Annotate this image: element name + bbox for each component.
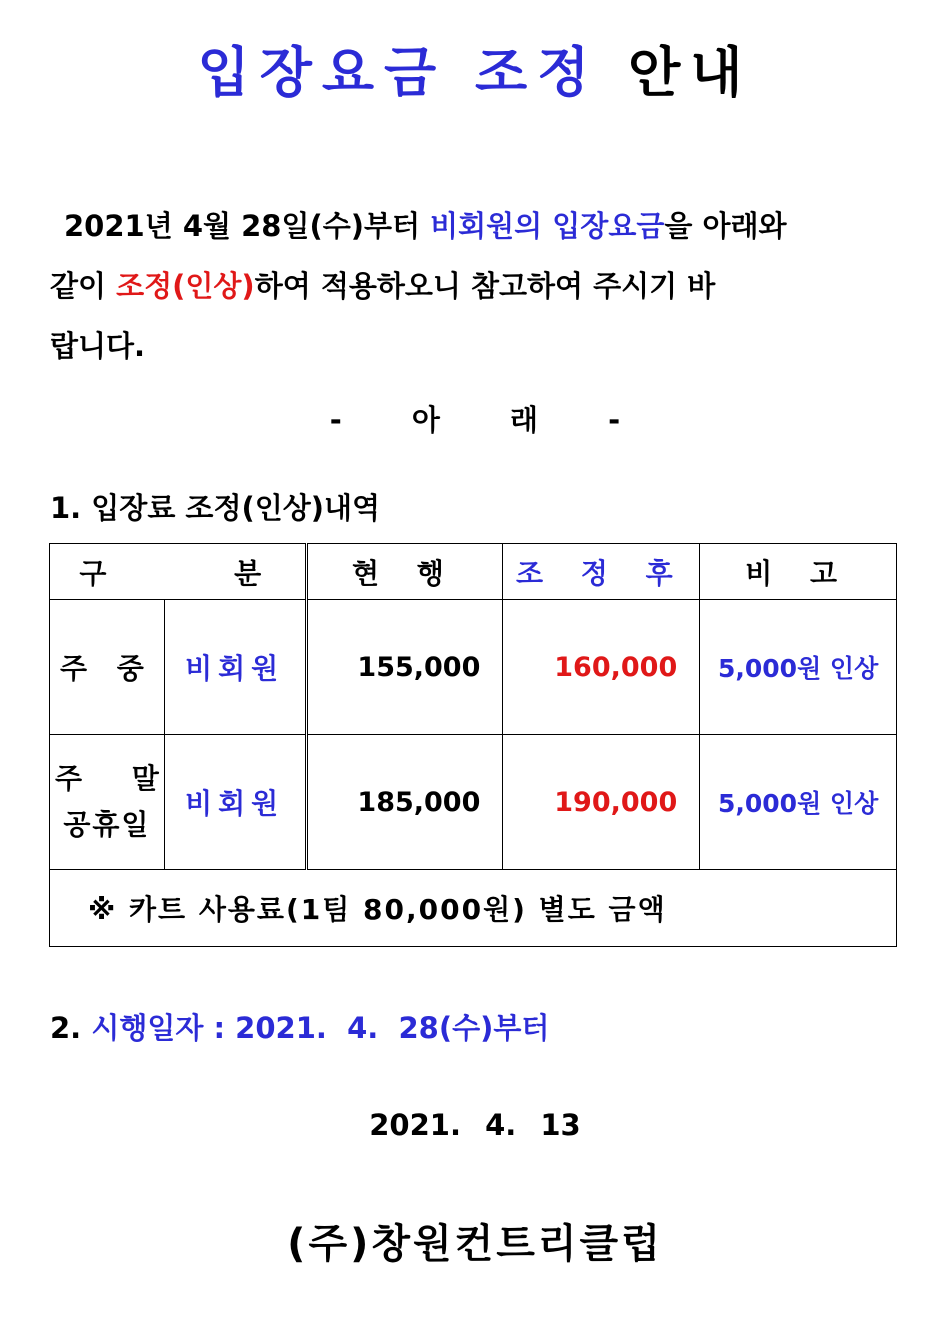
intro-paragraph [50,196,900,376]
header-current: 현 행 [306,544,503,600]
table-row [50,735,897,870]
table-row [50,600,897,735]
row-adjusted-fee: 190,000 [503,735,700,870]
section-2-heading [50,1006,549,1047]
row-day: 주 중 [50,600,165,735]
intro-line-1 [50,196,900,256]
table-header-row [50,544,897,600]
row-day-line-1: 주 말 [54,762,159,795]
page-title [0,30,950,107]
table-note-row [50,870,897,947]
header-category: 구 분 [50,544,307,600]
effective-date: 시행일자 : 2021. 4. 28(수)부터 [91,1011,550,1045]
intro-line-3: 랍니다. [50,329,146,363]
title-rest: 안내 [628,41,753,104]
cart-fee-note [50,870,897,947]
intro-text: 같이 [50,269,117,303]
issue-date: 2021. 4. 13 [369,1108,581,1142]
row-remark: 5,000원 인상 [700,600,897,735]
intro-highlight-blue: 비회원의 입장요금 [430,209,665,243]
header-remark: 비 고 [700,544,897,600]
row-member-type: 비회원 [164,735,306,870]
header-adjusted: 조 정 후 [503,544,700,600]
intro-text: 하여 적용하오니 참고하여 주시기 바 [254,269,716,303]
intro-text: 2021년 4월 28일(수)부터 [64,209,431,243]
intro-text: 을 아래와 [664,209,787,243]
row-member-type: 비회원 [164,600,306,735]
row-remark: 5,000원 인상 [700,735,897,870]
divider-heading: - 아 래 - [329,403,621,437]
row-adjusted-fee: 160,000 [503,600,700,735]
row-day-line-2: 공휴일 [63,808,151,841]
intro-highlight-red: 조정(인상) [116,269,255,303]
section-2-number: 2. [50,1011,82,1045]
row-current-fee: 155,000 [306,600,503,735]
cart-fee-note-text: ※ 카트 사용료(1팀 80,000원) 별도 금액 [88,893,667,926]
section-1-heading: 1. 입장료 조정(인상)내역 [50,491,381,525]
intro-line-2 [50,256,900,316]
row-current-fee: 185,000 [306,735,503,870]
fee-table [49,543,897,947]
row-day [50,735,165,870]
title-highlight: 입장요금 조정 [197,41,600,104]
company-name: (주)창원컨트리클럽 [287,1221,663,1267]
